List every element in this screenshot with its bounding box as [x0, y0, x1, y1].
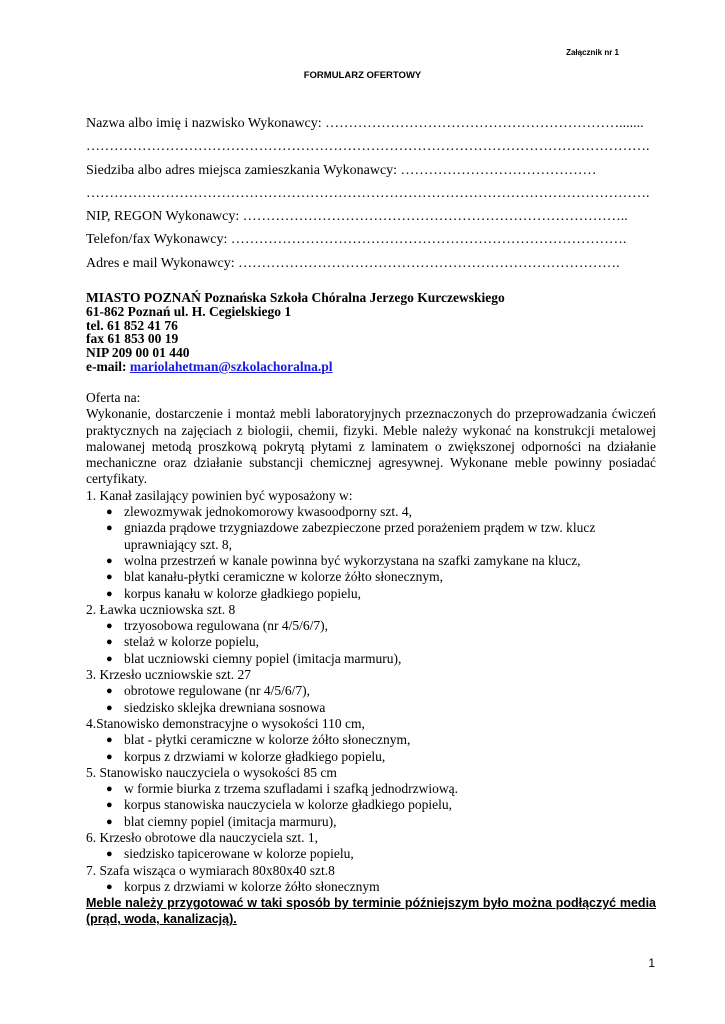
bullet-icon: ●	[106, 554, 113, 567]
list-item	[106, 813, 656, 830]
list-item	[106, 618, 656, 634]
contractor-form	[86, 112, 656, 275]
offer-section	[86, 390, 656, 927]
bullet-icon: ●	[106, 750, 113, 763]
section-items	[86, 781, 656, 830]
list-item-text: gniazda prądowe trzygniazdowe zabezpieczone przed porażeniem prądem w tzw. klucz uprawniający szt. 8,	[124, 520, 596, 552]
bullet-icon: ●	[106, 880, 113, 893]
bullet-icon: ●	[106, 783, 113, 796]
section-title: 5. Stanowisko nauczyciela o wysokości 85 cm	[86, 764, 337, 780]
organization-address: 61-862 Poznań ul. H. Cegielskiego 1	[86, 303, 292, 319]
section-items	[86, 504, 656, 602]
bullet-icon: ●	[106, 620, 113, 633]
list-item	[106, 732, 656, 748]
list-item	[106, 699, 656, 716]
list-item-text: wolna przestrzeń w kanale powinna być wykorzystana na szafki zamykane na klucz,	[124, 552, 581, 568]
list-item	[106, 569, 656, 585]
bullet-icon: ●	[106, 522, 113, 535]
organization-name: MIASTO POZNAŃ Poznańska Szkoła Chóralna Jerzego Kurczewskiego	[86, 290, 505, 305]
bullet-icon: ●	[106, 734, 113, 747]
contractor-address-continuation: ………………………………………………………………………………………………………….	[86, 185, 650, 201]
bullet-icon: ●	[106, 506, 113, 519]
section-items	[86, 683, 656, 716]
list-item-text: zlewozmywak jednokomorowy kwasoodporny szt. 4,	[124, 504, 412, 520]
list-item	[106, 650, 656, 667]
list-item-text: korpus z drzwiami w kolorze gładkiego popielu,	[124, 748, 386, 764]
list-item-text: korpus z drzwiami w kolorze żółto słonecznym	[124, 878, 380, 894]
list-item	[106, 683, 656, 699]
list-item-text: siedzisko sklejka drewniana sosnowa	[124, 699, 326, 715]
list-item-text: stelaż w kolorze popielu,	[124, 634, 259, 650]
list-item	[106, 748, 656, 765]
list-item	[106, 634, 656, 650]
document-title: FORMULARZ OFERTOWY	[303, 70, 422, 81]
offer-items-list	[86, 488, 656, 895]
list-item	[106, 585, 656, 602]
list-item-text: obrotowe regulowane (nr 4/5/6/7),	[124, 683, 310, 699]
list-item	[106, 846, 656, 862]
contractor-name-continuation: ………………………………………………………………………………………………………….	[86, 139, 650, 155]
list-item	[106, 781, 656, 797]
section-title: 7. Szafa wisząca o wymiarach 80x80x40 szt.8	[86, 862, 335, 878]
section-items	[86, 846, 656, 862]
email-label: e-mail:	[86, 358, 130, 374]
list-item	[106, 878, 656, 895]
page-number: 1	[648, 956, 655, 970]
bullet-icon: ●	[106, 571, 113, 584]
bullet-icon: ●	[106, 685, 113, 698]
list-item-text: blat kanału-płytki ceramiczne w kolorze żółto słonecznym,	[124, 569, 444, 585]
section-title: 6. Krzesło obrotowe dla nauczyciela szt. 1,	[86, 830, 319, 846]
contractor-name-line: Nazwa albo imię i nazwisko Wykonawcy: ……………………………………………………….......	[86, 116, 644, 131]
organization-email-row	[86, 360, 656, 374]
list-item-text: blat - płytki ceramiczne w kolorze żółto słonecznym,	[124, 732, 411, 748]
list-item-text: korpus stanowiska nauczyciela w kolorze gładkiego popielu,	[124, 797, 453, 813]
bullet-icon: ●	[106, 815, 113, 828]
bullet-icon: ●	[106, 701, 113, 714]
contractor-address-line: Siedziba albo adres miejsca zamieszkania Wykonawcy: ……………………………………	[86, 162, 597, 178]
list-item	[106, 552, 656, 569]
list-item	[106, 504, 656, 520]
list-item-text: siedzisko tapicerowane w kolorze popielu,	[124, 846, 354, 862]
section-title: 3. Krzesło uczniowskie szt. 27	[86, 667, 251, 683]
list-item-text: korpus kanału w kolorze gładkiego popielu,	[124, 585, 361, 601]
section-title: 1. Kanał zasilający powinien być wyposażony w:	[86, 487, 353, 503]
list-item-text: w formie biurka z trzema szufladami i szafką jednodrzwiową.	[124, 781, 458, 797]
section-items	[86, 879, 656, 895]
list-item-text: blat ciemny popiel (imitacja marmuru),	[124, 813, 337, 829]
section-title: 4.Stanowisko demonstracyjne o wysokości 110 cm,	[86, 715, 365, 731]
list-item-text: blat uczniowski ciemny popiel (imitacja marmuru),	[124, 650, 402, 666]
organization-fax: fax 61 853 00 19	[86, 331, 179, 347]
bullet-icon: ●	[106, 848, 113, 861]
contractor-email-line: Adres e mail Wykonawcy: ……………………………………………………………………….	[86, 255, 620, 271]
bullet-icon: ●	[106, 587, 113, 600]
bullet-icon: ●	[106, 799, 113, 812]
email-link[interactable]: mariolahetman@szkolachoralna.pl	[129, 358, 333, 374]
bullet-icon: ●	[106, 652, 113, 665]
list-item-text: trzyosobowa regulowana (nr 4/5/6/7),	[124, 618, 328, 634]
section-items	[86, 618, 656, 667]
organization-tel: tel. 61 852 41 76	[86, 317, 178, 333]
attachment-label: Załącznik nr 1	[566, 48, 619, 57]
contractor-phone-line: Telefon/fax Wykonawcy: ………………………………………………………………………….	[86, 232, 627, 248]
contractor-nip-line: NIP, REGON Wykonawcy: ………………………………………………………………………..	[86, 209, 628, 225]
offer-footer-note: Meble należy przygotować w taki sposób by terminie późniejszym było można podłączyć media (prąd, woda, kanalizacją).	[86, 896, 656, 927]
list-item	[106, 797, 656, 813]
offer-description: Wykonanie, dostarczenie i montaż mebli laboratoryjnych przeznaczonych do przeprowadzania ćwiczeń praktycznych na zajęciach z biologii, chemii, fizyki. Meble należy wykonać na konstrukcji metalowej malowanej metodą proszkową pokrytą płytami z laminatem o zwiększonej odporności na działanie mechaniczne oraz działanie substancji chemicznej agresywnej. Wykonane meble powinny posiadać certyfikaty.	[86, 406, 656, 487]
bullet-icon: ●	[106, 636, 113, 649]
list-item	[106, 520, 656, 553]
section-items	[86, 732, 656, 765]
organization-nip: NIP 209 00 01 440	[86, 345, 190, 361]
offer-heading: Oferta na:	[86, 390, 141, 405]
organization-block	[86, 291, 656, 374]
section-title: 2. Ławka uczniowska szt. 8	[86, 601, 236, 617]
